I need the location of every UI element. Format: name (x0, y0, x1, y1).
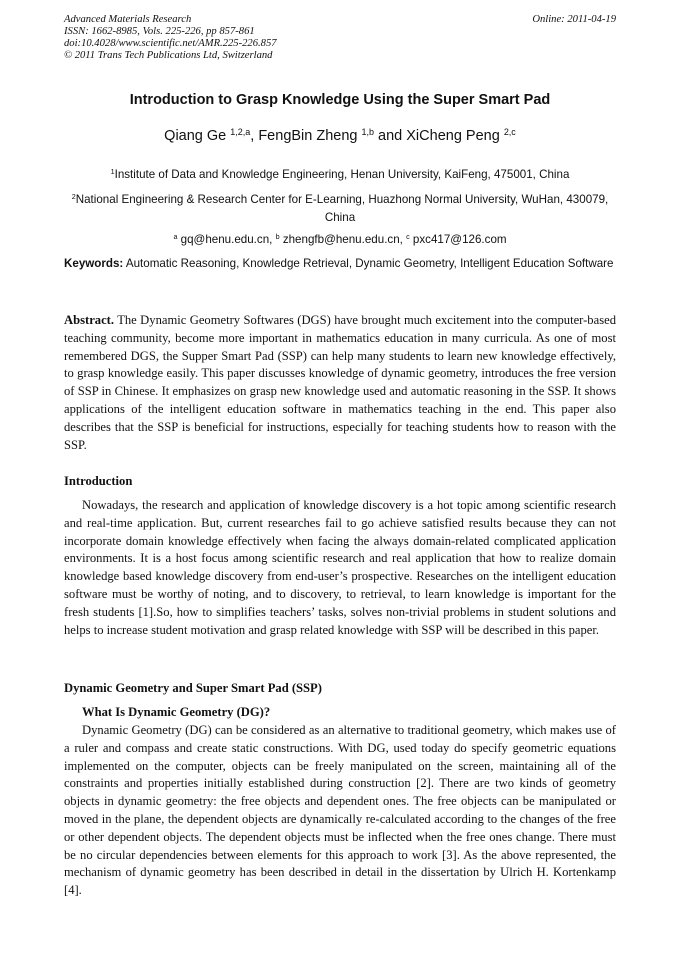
copyright-line: © 2011 Trans Tech Publications Ltd, Switzerland (64, 50, 273, 61)
author-affiliation-marker: 2,c (503, 127, 516, 138)
journal-name: Advanced Materials Research (64, 14, 192, 25)
email-address: gq@henu.edu.cn, (177, 233, 276, 246)
affiliation-2 (64, 191, 616, 227)
author-separator: and (374, 128, 407, 144)
email-marker: a (173, 232, 178, 242)
keywords-label: Keywords: (64, 257, 124, 270)
email-marker: b (275, 232, 280, 242)
author-name: XiCheng Peng (406, 128, 500, 144)
email-address: zhengfb@henu.edu.cn, (279, 233, 407, 246)
abstract-block (64, 312, 616, 454)
affiliation-1 (64, 166, 616, 184)
keywords-block (64, 255, 616, 273)
email-line (64, 233, 616, 246)
email-marker: c (406, 232, 410, 242)
issn-line: ISSN: 1662-8985, Vols. 225-226, pp 857-861 (64, 26, 255, 37)
keywords-text: Automatic Reasoning, Knowledge Retrieval, Dynamic Geometry, Intelligent Education Software (123, 257, 614, 270)
online-date: Online: 2011-04-19 (532, 14, 616, 25)
dynamic-geometry-paragraph: Dynamic Geometry (DG) can be considered as an alternative to traditional geometry, which makes use of a ruler and compass and create static constructions. With DG, used today do specify geometric equations implemented on the computer, objects can be freely manipulated on the screen, maintaining all of the constraints and properties initially established during construction [2]. There are two kinds of geometry objects in dynamic geometry: the free objects and dependent ones. The free objects can be manipulated or moved in the plane, the dependent objects are dynamically re-calculated according to the changes of the free or other dependent objects. The dependent objects must be inflected when the free ones change. There must be no circular dependencies between elements for this approach to work [3]. As the above represented, the mechanism of dynamic geometry has been described in detail in the dissertation by Ulrich H. Kortenkamp [4]. (64, 723, 616, 898)
journal-header (64, 14, 616, 62)
author-line (64, 128, 616, 144)
author-name: FengBin Zheng (258, 128, 358, 144)
author-name: Qiang Ge (164, 128, 227, 144)
affiliation-marker: 1 (110, 167, 115, 177)
email-address: pxc417@126.com (409, 233, 507, 246)
section-heading-introduction: Introduction (64, 474, 133, 488)
affiliation-text: Institute of Data and Knowledge Engineering, Henan University, KaiFeng, 475001, China (114, 168, 570, 181)
subsection-heading-what-is-dg: What Is Dynamic Geometry (DG)? (82, 705, 271, 719)
author-separator: , (250, 128, 259, 144)
affiliation-text: National Engineering & Research Center for E-Learning, Huazhong Normal University, WuHan, 430079, China (75, 193, 609, 224)
doi-line: doi:10.4028/www.scientific.net/AMR.225-226.857 (64, 38, 277, 49)
abstract-text: The Dynamic Geometry Softwares (DGS) have brought much excitement into the computer-based teaching community, become more important in mathematics education in many curricula. As one of most remembered DGS, the Supper Smart Pad (SSP) can help many students to learn new knowledge effectively, to grasp knowledge easily. This paper discusses knowledge of dynamic geometry, introduces the free version of SSP in Chinese. It emphasizes on grasp new knowledge used and automatic reasoning in the SSP. It shows applications of the intelligent education software in mathematics teaching in the end. This paper also describes that the SSP is beneficial for instructions, especially for teaching students how to reason with the SSP. (64, 313, 616, 452)
author-affiliation-marker: 1,b (361, 127, 375, 138)
introduction-paragraph: Nowadays, the research and application of knowledge discovery is a hot topic among scientific research and real-time application. But, current researches fail to go achieve satisfied results because they can not incorporate domain knowledge effectively when facing the always domain-related complicated application environments. It is a host focus among scientific research and real application that how to realize domain knowledge based knowledge discovery from end-user’s prospective. Researches on the intelligent education software must be worthy of noting, and to discovery, to retrieval, to learn knowledge is important for the fresh students [1].So, how to simplifies teachers’ tasks, solves non-trivial problems in student solutions and helps to increase student motivation and grasp related knowledge with SSP will be described in this paper. (64, 498, 616, 637)
paper-title: Introduction to Grasp Knowledge Using the Super Smart Pad (129, 92, 551, 108)
affiliation-marker: 2 (71, 192, 76, 202)
section-heading-dynamic-geometry: Dynamic Geometry and Super Smart Pad (SSP) (64, 681, 322, 695)
author-affiliation-marker: 1,2,a (230, 127, 251, 138)
abstract-label: Abstract. (64, 313, 115, 327)
